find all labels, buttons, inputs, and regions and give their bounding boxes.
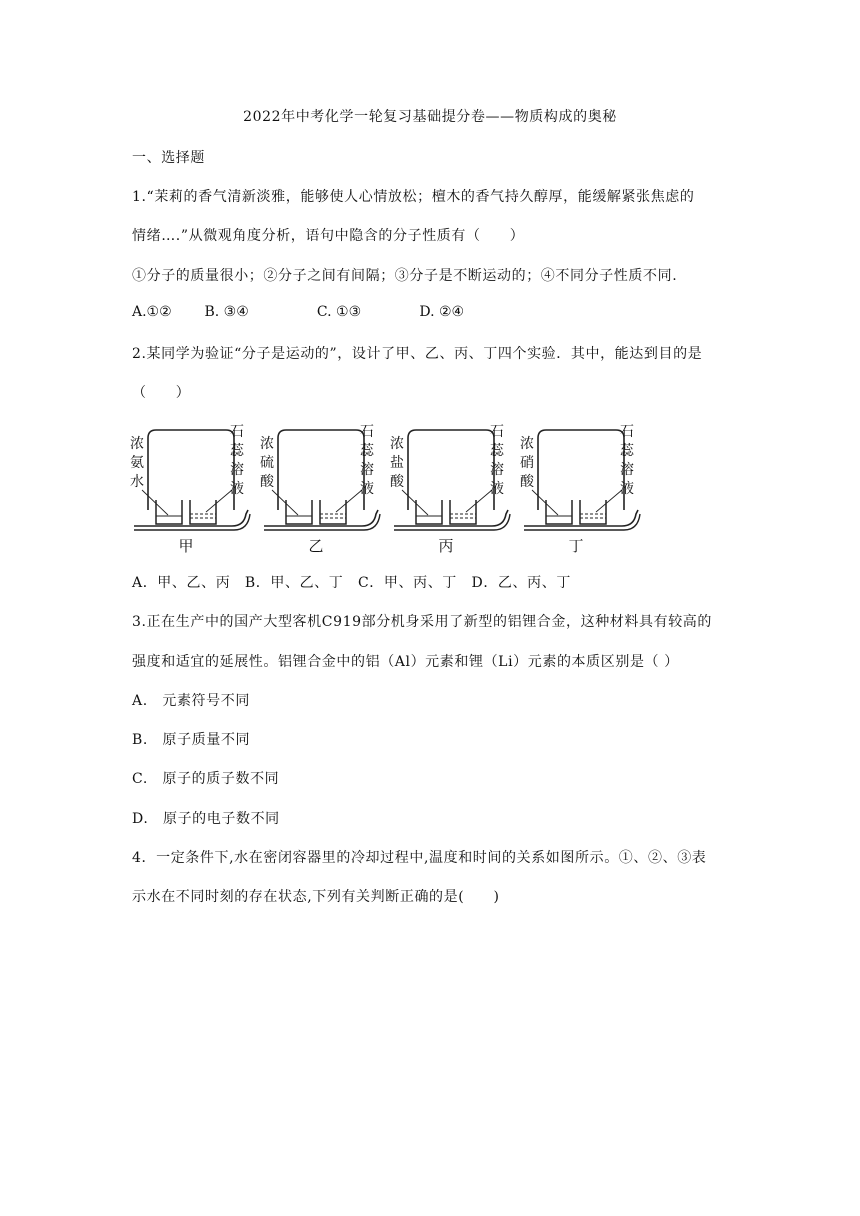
q1-option-a: A.①②: [132, 304, 172, 320]
q1-line1: 1.“茉莉的香气清新淡雅，能够使人心情放松；檀木的香气持久醇厚，能缓解紧张焦虑的: [132, 189, 695, 205]
apparatus-panel-1: [130, 424, 250, 555]
bell-jar: [278, 430, 364, 510]
q1-line3: ①分子的质量很小；②分子之间有间隔；③分子是不断运动的；④不同分子性质不同.: [132, 268, 678, 284]
q3-option-a: A. 元素符号不同: [132, 693, 250, 709]
left-beaker: [156, 500, 182, 524]
apparatus-panel-4: [520, 424, 640, 555]
panel-caption: 丙: [438, 537, 454, 555]
q2-options: A．甲、乙、丙 B．甲、乙、丁 C．甲、丙、丁 D．乙、丙、丁: [132, 575, 571, 591]
q3-option-c: C. 原子的质子数不同: [132, 771, 280, 787]
panel-caption: 丁: [568, 537, 584, 555]
right-beaker: [450, 500, 476, 524]
right-beaker: [190, 500, 216, 524]
q1-line2: 情绪….”从微观角度分析，语句中隐含的分子性质有（ ）: [132, 228, 525, 244]
bell-jar: [538, 430, 624, 510]
right-beaker: [580, 500, 606, 524]
q2-figure: [128, 418, 648, 558]
left-reagent-label: 浓硫酸: [260, 436, 274, 490]
q1-option-d: D. ②④: [419, 304, 465, 320]
left-beaker: [286, 500, 312, 524]
left-reagent-label: 浓氨水: [130, 436, 144, 490]
left-beaker: [416, 500, 442, 524]
apparatus-panel-3: [390, 424, 510, 555]
q3-line2: 强度和适宜的延展性。铝锂合金中的铝（Al）元素和锂（Li）元素的本质区别是（ ）: [132, 654, 679, 670]
q2-line1: 2.某同学为验证“分子是运动的”，设计了甲、乙、丙、丁四个实验．其中，能达到目的是: [132, 346, 703, 362]
q1-options: [132, 304, 464, 320]
q3-option-d: D. 原子的电子数不同: [132, 811, 280, 827]
q3-line1: 3.正在生产中的国产大型客机C919部分机身采用了新型的铝锂合金，这种材料具有较高的: [132, 614, 712, 630]
right-beaker: [320, 500, 346, 524]
right-reagent-label: 石蕊溶液: [490, 424, 504, 497]
section-heading: 一、选择题: [132, 150, 205, 166]
left-reagent-label: 浓硝酸: [520, 436, 534, 490]
apparatus-panel-2: [260, 424, 380, 555]
panel-caption: 甲: [178, 537, 194, 555]
right-reagent-label: 石蕊溶液: [360, 424, 374, 497]
panel-caption: 乙: [308, 537, 324, 555]
left-beaker: [546, 500, 572, 524]
q2-line2: （ ）: [132, 385, 191, 401]
q1-option-b: B. ③④: [204, 304, 249, 320]
page-title: 2022年中考化学一轮复习基础提分卷——物质构成的奥秘: [243, 109, 617, 125]
q3-option-b: B. 原子质量不同: [132, 732, 251, 748]
bell-jar: [408, 430, 494, 510]
bell-jar: [148, 430, 234, 510]
q4-line2: 示水在不同时刻的存在状态,下列有关判断正确的是( ): [132, 889, 500, 905]
right-reagent-label: 石蕊溶液: [620, 424, 634, 497]
q4-line1: 4．一定条件下,水在密闭容器里的冷却过程中,温度和时间的关系如图所示。①、②、③表: [132, 850, 707, 866]
q1-option-c: C. ①③: [316, 304, 362, 320]
left-reagent-label: 浓盐酸: [390, 436, 404, 490]
right-reagent-label: 石蕊溶液: [230, 424, 244, 497]
